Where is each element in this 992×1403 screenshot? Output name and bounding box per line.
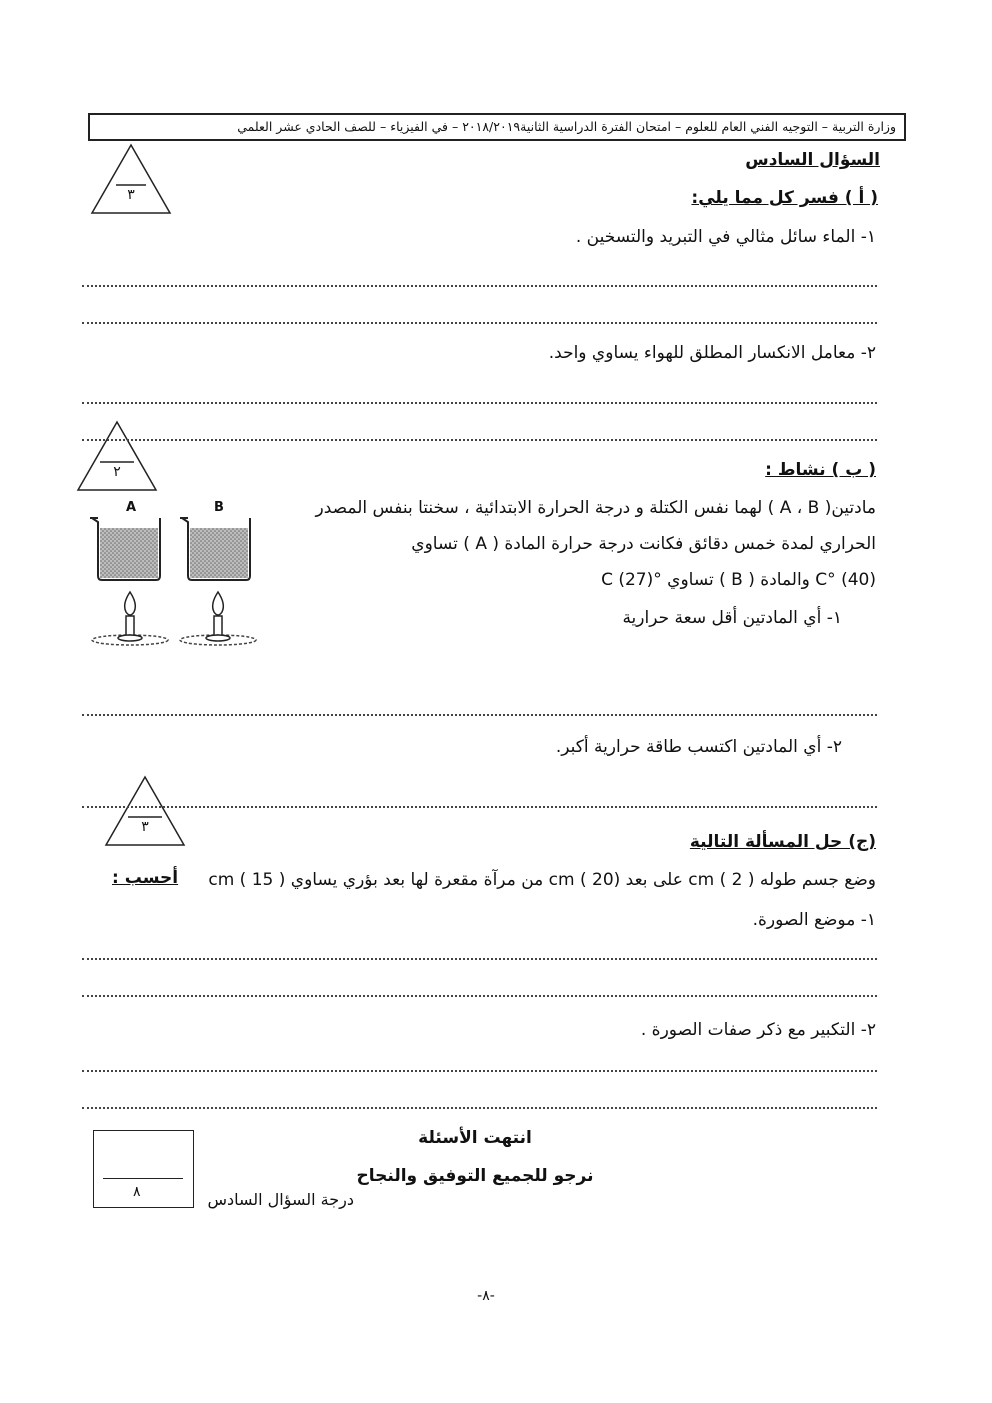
beaker-a-label: A [126,500,137,515]
part-b-q2: ٢- أي المادتين اكتسب طاقة حرارية أكبر. [555,737,842,757]
part-b-intro-3: (40) °C والمادة ( B ) تساوي °C (27) [601,570,876,590]
part-c-heading: (ج) حل المسألة التالية [689,832,876,852]
score-part-b: ٢ [113,464,121,480]
beakers-illustration [88,500,260,655]
part-c-problem: وضع جسم طوله cm ( 2 ) على بعد cm ( 20) من مرآة مقعرة لها بعد بؤري يساوي cm ( 15 ) [208,870,876,890]
beaker-burner-icon [88,512,260,655]
part-c-q2: ٢- التكبير مع ذكر صفات الصورة . [640,1020,876,1040]
answer-line [82,437,877,441]
score-triangle-c [104,775,186,847]
part-a-item-2: ٢- معامل الانكسار المطلق للهواء يساوي واحد. [548,343,876,363]
answer-line [82,956,877,960]
triangle-icon [104,775,186,847]
answer-line [82,283,877,287]
question-title: السؤال السادس [745,150,880,170]
page-number: -٨- [477,1288,495,1304]
part-b-intro-2: الحراري لمدة خمس دقائق فكانت درجة حرارة المادة ( A ) تساوي [411,534,876,554]
part-a-item-1: ١- الماء سائل مثالي في التبريد والتسخين . [575,227,876,247]
triangle-icon [76,420,158,492]
score-part-c: ٣ [141,819,149,835]
good-luck-text: نرجو للجميع التوفيق والنجاح [356,1166,594,1186]
part-b-heading: ( ب ) نشاط : [765,460,876,480]
question-score-label: درجة السؤال السادس [207,1190,354,1209]
score-triangle-a [90,143,172,215]
part-b-q1: ١- أي المادتين أقل سعة حرارية [622,608,842,628]
answer-line [82,993,877,997]
answer-line [82,400,877,404]
answer-line [82,1068,877,1072]
triangle-icon [90,143,172,215]
answer-line [82,804,877,808]
end-of-questions: انتهت الأسئلة [418,1128,532,1148]
part-c-q1: ١- موضع الصورة. [752,910,876,930]
score-part-a: ٣ [127,187,135,203]
score-divider [103,1178,183,1179]
answer-line [82,1105,877,1109]
part-b-intro-1: مادتين( A ، B ) لهما نفس الكتلة و درجة الحرارة الابتدائية ، سخنتا بنفس المصدر [315,498,876,518]
score-triangle-b [76,420,158,492]
exam-header-text: وزارة التربية – التوجيه الفني العام للعلوم – امتحان الفترة الدراسية الثانية٢٠١٨/٢٠١٩ – في الفيزياء – للصف الحادي عشر العلمي [237,119,896,134]
beaker-b-label: B [214,500,224,515]
answer-line [82,320,877,324]
total-score-box [93,1130,194,1208]
part-c-calc-label: أحسب : [112,868,179,888]
total-score-value: ٨ [133,1184,141,1200]
answer-line [82,712,877,716]
part-a-heading: ( أ ) فسر كل مما يلي: [691,188,878,208]
exam-header [88,113,906,141]
